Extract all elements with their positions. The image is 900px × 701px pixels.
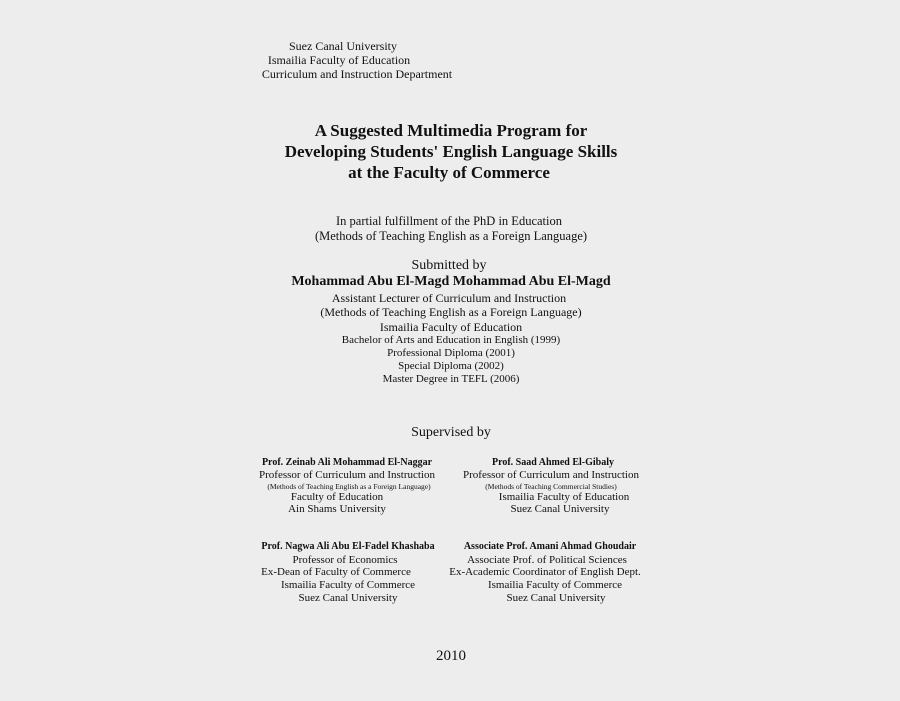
supervisor-4-line: Ex-Academic Coordinator of English Dept. (449, 566, 641, 578)
author-specialty: (Methods of Teaching English as a Foreign Language) (320, 305, 582, 319)
supervisor-3-line: Ismailia Faculty of Commerce (280, 579, 416, 591)
supervisor-3-line: Professor of Economics (292, 554, 398, 566)
author-position: Assistant Lecturer of Curriculum and Instruction (331, 291, 567, 305)
submission-year: 2010 (436, 648, 466, 664)
degree-item: Bachelor of Arts and Education in English (1999) (341, 334, 561, 346)
supervisor-2-line: (Methods of Teaching Commercial Studies) (485, 482, 617, 491)
supervisor-4-line: Ismailia Faculty of Commerce (487, 579, 623, 591)
supervisor-1-line: Ain Shams University (288, 503, 386, 515)
supervisor-4-line: Associate Prof. of Political Sciences (467, 554, 627, 566)
fulfillment-line-1: In partial fulfillment of the PhD in Education (336, 214, 562, 228)
supervisor-4-name: Associate Prof. Amani Ahmad Ghoudair (463, 541, 637, 552)
supervised-by-label: Supervised by (411, 425, 491, 440)
supervisor-3-line: Ex-Dean of Faculty of Commerce (261, 566, 411, 578)
supervisor-1-line: Professor of Curriculum and Instruction (259, 469, 435, 481)
degree-item: Special Diploma (2002) (398, 360, 504, 372)
supervisor-2-line: Professor of Curriculum and Instruction (463, 469, 639, 481)
thesis-title-line-1: A Suggested Multimedia Program for (314, 121, 588, 140)
author-faculty: Ismailia Faculty of Education (379, 320, 523, 334)
supervisor-2-line: Suez Canal University (510, 503, 610, 515)
fulfillment-line-2: (Methods of Teaching English as a Foreign Language) (314, 229, 588, 243)
degree-item: Professional Diploma (2001) (387, 347, 515, 359)
thesis-title-line-2: Developing Students' English Language Skills (284, 142, 618, 161)
supervisor-2-name: Prof. Saad Ahmed El-Gibaly (491, 457, 615, 468)
university-name: Suez Canal University (289, 39, 397, 53)
supervisor-1-line: Faculty of Education (290, 491, 384, 503)
degree-item: Master Degree in TEFL (2006) (382, 373, 520, 385)
supervisor-1-name: Prof. Zeinab Ali Mohammad El-Naggar (261, 457, 433, 468)
department-name: Curriculum and Instruction Department (261, 67, 453, 81)
supervisor-3-line: Suez Canal University (298, 592, 398, 604)
author-name: Mohammad Abu El-Magd Mohammad Abu El-Magd (291, 274, 611, 289)
supervisor-3-name: Prof. Nagwa Ali Abu El-Fadel Khashaba (261, 541, 435, 552)
faculty-name: Ismailia Faculty of Education (267, 53, 411, 67)
supervisor-4-line: Suez Canal University (506, 592, 606, 604)
supervisor-1-line: (Methods of Teaching English as a Foreign Language) (267, 482, 431, 491)
submitted-by-label: Submitted by (411, 258, 487, 273)
supervisor-2-line: Ismailia Faculty of Education (498, 491, 630, 503)
thesis-title-line-3: at the Faculty of Commerce (348, 163, 550, 182)
